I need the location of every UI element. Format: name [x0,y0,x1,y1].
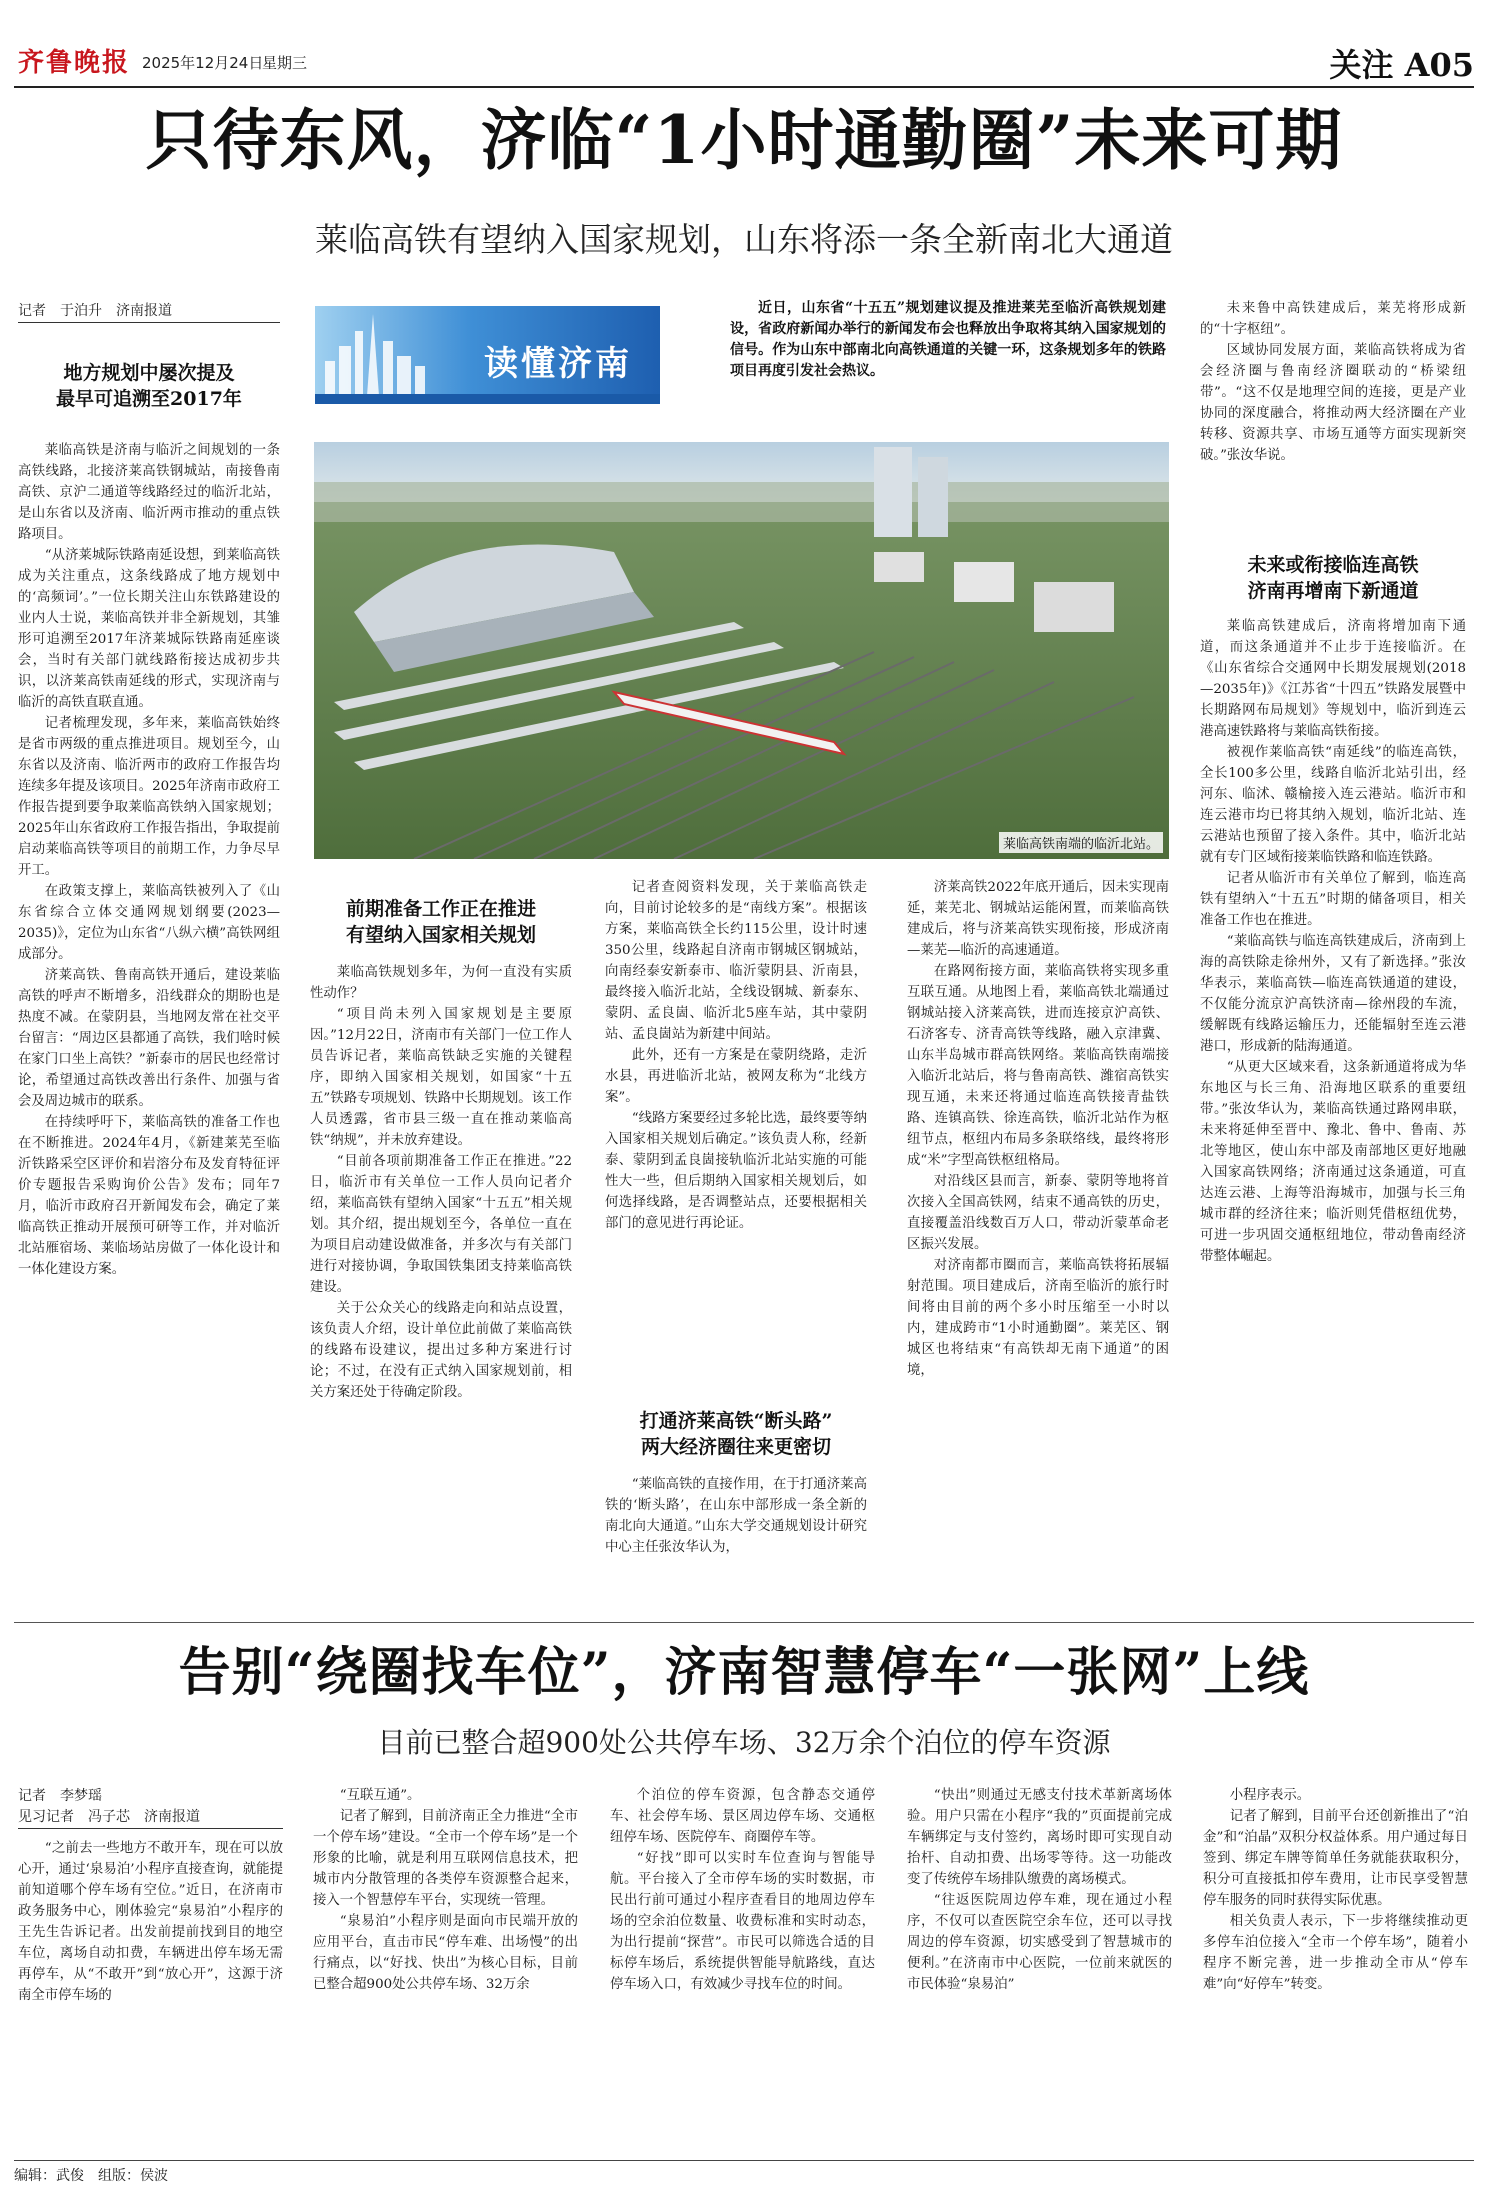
paragraph: 未来鲁中高铁建成后，莱芜将形成新的“十字枢纽”。 [1200,301,1466,337]
paragraph: “从更大区域来看，这条新通道将成为华东地区与长三角、沿海地区联系的重要纽带。”张汝华认为，莱临高铁通过路网串联，未来将延伸至晋中、豫北、鲁中、鲁南、苏北等地区，使山东中部及南部地区更好地融入国家高铁网络；济南通过这条通道，可直达连云港、上海等沿海城市，加强与长三角城市群的经济往来；临沂则凭借枢纽优势，可进一步巩固交通枢纽地位，带动鲁南经济带整体崛起。 [1200,1060,1466,1264]
article1-column-3b [605,1474,867,1602]
page-footer: 编辑：武俊 组版：侯波 [14,2168,168,2184]
article1-column-1 [18,440,280,1590]
paragraph: 记者梳理发现，多年来，莱临高铁始终是省市两级的重点推进项目。规划至今，山东省以及济南、临沂两市的政府工作报告均连续多年提及该项目。2025年济南市政府工作报告提到要争取莱临高铁纳入国家规划；2025年山东省政府工作报告指出，争取提前启动莱临高铁等项目的前期工作，力争尽早开工。 [18,716,280,878]
paragraph: “往返医院周边停车难，现在通过小程序，不仅可以查医院空余车位，还可以寻找周边的停车资源，切实感受到了智慧城市的便利。”在济南市中心医院，一位前来就医的市民体验“泉易泊” [907,1893,1172,1992]
paragraph: “莱临高铁与临连高铁建成后，济南到上海的高铁除走徐州外，又有了新选择。”张汝华表示，莱临高铁—临连高铁通道的建设，不仅能分流京沪高铁济南—徐州段的车流，缓解既有线路运输压力，还能辐射至连云港港口，形成新的陆海通道。 [1200,934,1466,1054]
paragraph: 莱临高铁建成后，济南将增加南下通道，而这条通道并不止步于连接临沂。在《山东省综合交通网中长期发展规划(2018—2035年)》《江苏省“十四五”铁路发展暨中长期路网布局规划》等规划中，临沂到连云港高速铁路将与莱临高铁衔接。 [1200,619,1466,739]
article2-column-4 [907,1785,1172,2156]
section-heading-4: 未来或衔接临连高铁 济南再增南下新通道 [1247,554,1419,602]
article-divider [14,1622,1474,1623]
paragraph: 小程序表示。 [1229,1788,1311,1803]
paragraph: 区域协同发展方面，莱临高铁将成为省会经济圈与鲁南经济圈联动的“桥梁纽带”。“这不仅是地理空间的连接，更是产业协同的深度融合，将推动两大经济圈在产业转移、资源共享、市场互通等方面实现新突破。”张汝华说。 [1200,343,1466,463]
paragraph: 记者了解到，目前平台还创新推出了“泊金”和“泊晶”双积分权益体系。用户通过每日签到、绑定车牌等简单任务就能获取积分，积分可直接抵扣停车费用，让市民享受智慧停车服务的同时获得实际优惠。 [1203,1809,1468,1908]
article1-column-5b [1200,616,1466,1602]
article1-column-4 [907,877,1169,1602]
issue-weekday: 星期三 [262,54,308,72]
paragraph: 在持续呼吁下，莱临高铁的准备工作也在不断推进。2024年4月，《新建莱芜至临沂铁路采空区评价和岩溶分布及发育特征评价专题报告采购询价公告》发布；同年7月，临沂市政府召开新闻发布会，确定了莱临高铁正推动开展预可研等工作，并对临沂北站雁宿场、莱临场站房做了一体化设计和一体化建设方案。 [18,1115,280,1277]
paragraph: 个泊位的停车资源，包含静态交通停车、社会停车场、景区周边停车场、交通枢纽停车场、医院停车、商圈停车等。 [610,1788,875,1845]
paragraph: “好找”即可以实时车位查询与智能导航。平台接入了全市停车场的实时数据，市民出行前可通过小程序查看目的地周边停车场的空余泊位数量、收费标准和实时动态，为出行提前“探营”。市民可以筛选合适的目标停车场后，系统提供智能导航路线，直达停车场入口，有效减少寻找车位的时间。 [610,1851,875,1992]
paragraph: “目前各项前期准备工作正在推进。”22日，临沂市有关单位一工作人员向记者介绍，莱临高铁有望纳入国家“十五五”相关规划。其介绍，提出规划至今，各单位一直在为项目启动建设做准备，并多次与有关部门进行对接协调，争取国铁集团支持莱临高铁建设。 [310,1154,572,1295]
paragraph: 关于公众关心的线路走向和站点设置，该负责人介绍，设计单位此前做了莱临高铁的线路布设建议，提出过多种方案进行讨论；不过，在没有正式纳入国家规划前，相关方案还处于待确定阶段。 [310,1301,572,1400]
article2-subheadline: 目前已整合超900处公共停车场、32万余个泊位的停车资源 [377,1726,1111,1759]
article1-byline: 记者 于泊升 济南报道 [18,303,172,319]
railway-station-image [314,442,1169,859]
section-heading-1: 地方规划中屡次提及 最早可追溯至2017年 [56,362,242,410]
article1-lead: 近日，山东省“十五五”规划建议提及推进莱芜至临沂高铁规划建设，省政府新闻办举行的新闻发布会也释放出争取将其纳入国家规划的信号。作为山东中部南北向高铁通道的关键一环，这条规划多年的铁路项目再度引发社会热议。 [730,300,1166,379]
station-photo [314,442,1169,859]
paragraph: “莱临高铁的直接作用，在于打通济莱高铁的‘断头路’，在山东中部形成一条全新的南北向大通道。”山东大学交通规划设计研究中心主任张汝华认为， [605,1477,867,1555]
byline-rule-2 [18,1828,283,1829]
paragraph: 莱临高铁规划多年，为何一直没有实质性动作？ [310,965,572,1001]
banner-label: 读懂济南 [484,344,632,384]
masthead-rule [14,86,1474,88]
page-section-label: 关注 A05 [1329,46,1474,84]
byline-rule [18,322,280,323]
paragraph: 对沿线区县而言，新泰、蒙阴等地将首次接入全国高铁网，结束不通高铁的历史，直接覆盖沿线数百万人口，带动沂蒙革命老区振兴发展。 [907,1174,1169,1252]
article2-column-1 [18,1838,283,2156]
paragraph: “线路方案要经过多轮比选，最终要等纳入国家相关规划后确定。”该负责人称，经新泰、蒙阴到孟良崮接轨临沂北站实施的可能性大一些，但后期纳入国家相关规划后，如何选择线路，是否调整站点，还要根据相关部门的意见进行再论证。 [605,1111,867,1231]
article1-column-5 [1200,298,1466,530]
article1-subheadline: 莱临高铁有望纳入国家规划，山东将添一条全新南北大通道 [315,220,1173,259]
article1-column-2 [310,962,572,1602]
article1-column-3 [605,877,867,1403]
article2-byline-2: 见习记者 冯子芯 济南报道 [18,1809,200,1825]
article2-headline: 告别“绕圈找车位”，济南智慧停车“一张网”上线 [178,1642,1310,1703]
paragraph: “之前去一些地方不敢开车，现在可以放心开，通过‘泉易泊’小程序直接查询，就能提前知道哪个停车场有空位。”近日，在济南市政务服务中心，刚体验完“泉易泊”小程序的王先生告诉记者。出发前提前找到目的地空车位，离场自动扣费，车辆进出停车场无需再停车，从“不敢开”到“放心开”，这源于济南全市停车场的 [18,1841,283,2003]
paragraph: 莱临高铁是济南与临沂之间规划的一条高铁线路，北接济莱高铁钢城站，南接鲁南高铁、京沪二通道等线路经过的临沂北站，是山东省以及济南、临沂两市推动的重点铁路项目。 [18,443,280,542]
section-heading-3: 打通济莱高铁“断头路” 两大经济圈往来更密切 [639,1410,833,1458]
article1-headline: 只待东风，济临“1小时通勤圈”未来可期 [145,101,1343,179]
paragraph: “项目尚未列入国家规划是主要原因。”12月22日，济南市有关部门一位工作人员告诉记者，莱临高铁缺乏实施的关键程序，即纳入国家相关规划，如国家“十五五”铁路专项规划、铁路中长期规划。该工作人员透露，省市县三级一直在推动莱临高铁“纳规”，并未放弃建设。 [310,1007,572,1148]
paragraph: “泉易泊”小程序则是面向市民端开放的应用平台，直击市民“停车难、出场慢”的出行痛点，以“好找、快出”为核心目标，目前已整合超900处公共停车场、32万余 [313,1914,578,1992]
paragraph: 记者查阅资料发现，关于莱临高铁走向，目前讨论较多的是“南线方案”。根据该方案，莱临高铁全长约115公里，设计时速350公里，线路起自济南市钢城区钢城站，向南经泰安新泰市、临沂蒙阴县、沂南县，最终接入临沂北站，全线设钢城、新泰东、蒙阴、孟良崮、临沂北5座车站，其中蒙阴站、孟良崮站为新建中间站。 [605,880,867,1042]
paragraph: 济莱高铁、鲁南高铁开通后，建设莱临高铁的呼声不断增多，沿线群众的期盼也是热度不减。在蒙阴县，当地网友常在社交平台留言：“周边区县都通了高铁，我们啥时候在家门口坐上高铁？”新泰市的居民也经常讨论，希望通过高铁改善出行条件、加强与省会及周边城市的联系。 [18,968,280,1109]
paragraph: 在路网衔接方面，莱临高铁将实现多重互联互通。从地图上看，莱临高铁北端通过钢城站接入济莱高铁，进而连接京沪高铁、石济客专、济青高铁等线路，融入京津冀、山东半岛城市群高铁网络。莱临高铁南端接入临沂北站后，将与鲁南高铁、潍宿高铁实现互通，未来还将通过临连高铁接青盐铁路、连镇高铁、徐连高铁，临沂北站作为枢纽节点，枢纽内布局多条联络线，最终将形成“米”字型高铁枢纽格局。 [907,964,1169,1168]
paragraph: “互联互通”。 [339,1788,421,1803]
paragraph: 此外，还有一方案是在蒙阴绕路，走沂水县，再进临沂北站，被网友称为“北线方案”。 [605,1048,867,1105]
article2-column-5 [1203,1785,1468,2156]
article2-column-3 [610,1785,875,2156]
article2-byline-1: 记者 李梦瑶 [18,1788,102,1804]
paragraph: 被视作莱临高铁“南延线”的临连高铁，全长100多公里，线路自临沂北站引出，经河东、临沭、赣榆接入连云港站。临沂市和连云港市均已将其纳入规划，临沂北站、连云港站也预留了接入条件。其中，临沂北站就有专门区域衔接莱临铁路和临连铁路。 [1200,745,1466,865]
article2-column-2 [313,1785,578,2156]
photo-caption: 莱临高铁南端的临沂北站。 [999,832,1163,853]
paragraph: 济莱高铁2022年底开通后，因未实现南延，莱芜北、钢城站运能闲置，而莱临高铁建成后，将与济莱高铁实现衔接，形成济南—莱芜—临沂的高速通道。 [907,880,1169,958]
paragraph: 记者从临沂市有关单位了解到，临连高铁有望纳入“十五五”时期的储备项目，相关准备工作也在推进。 [1200,871,1466,928]
footer-rule [14,2160,1474,2161]
paragraph: “从济莱城际铁路南延设想，到莱临高铁成为关注重点，这条线路成了地方规划中的‘高频词’。”一位长期关注山东铁路建设的业内人士说，莱临高铁并非全新规划，其雏形可追溯至2017年济莱城际铁路南延座谈会，当时有关部门就线路衔接达成初步共识，以济莱高铁南延线的形式，实现济南与临沂的高铁直联直通。 [18,548,280,710]
paper-logo: 齐鲁晚报 [18,48,131,78]
paragraph: 在政策支撑上，莱临高铁被列入了《山东省综合立体交通网规划纲要(2023—2035)》，定位为山东省“八纵六横”高铁网组成部分。 [18,884,280,962]
paragraph: 记者了解到，目前济南正全力推进“全市一个停车场”建设。“全市一个停车场”是一个形象的比喻，就是利用互联网信息技术，把城市内分散管理的各类停车资源整合起来，接入一个智慧停车平台，实现统一管理。 [313,1809,578,1908]
issue-date: 2025年12月24日 [142,54,264,72]
paragraph: 相关负责人表示，下一步将继续推动更多停车泊位接入“全市一个停车场”，随着小程序不断完善，进一步推动全市从“停车难”向“好停车”转变。 [1203,1914,1468,1992]
section-heading-2: 前期准备工作正在推进 有望纳入国家相关规划 [345,898,536,946]
paragraph: “快出”则通过无感支付技术革新离场体验。用户只需在小程序“我的”页面提前完成车辆绑定与支付签约，离场时即可实现自动抬杆、自动扣费、出场零等待。这一功能改变了传统停车场排队缴费的离场模式。 [907,1788,1172,1887]
paragraph: 对济南都市圈而言，莱临高铁将拓展辐射范围。项目建成后，济南至临沂的旅行时间将由目前的两个多小时压缩至一小时以内，建成跨市“1小时通勤圈”。莱芜区、钢城区也将结束“有高铁却无南下通道”的困境， [907,1258,1169,1378]
